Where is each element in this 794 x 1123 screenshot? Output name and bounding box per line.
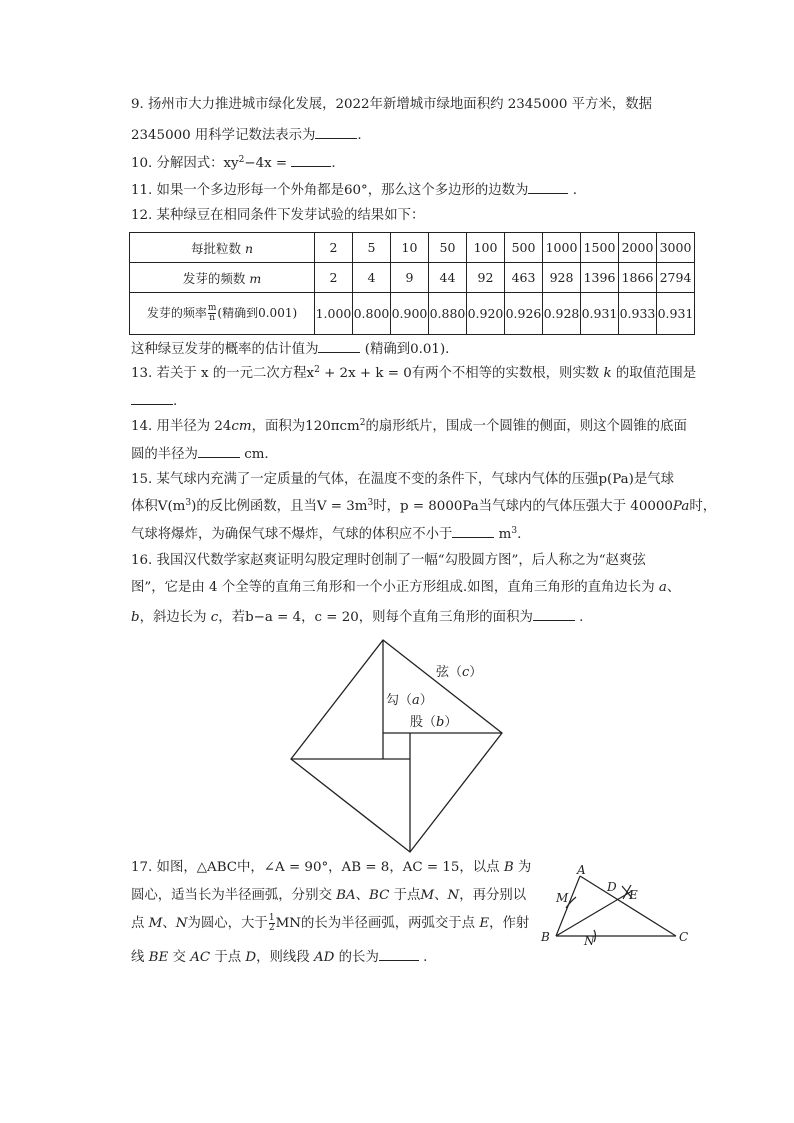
q11-answer-blank[interactable] <box>528 179 568 194</box>
q12-answer-blank[interactable] <box>318 338 360 353</box>
cell-frequency: 0.880 <box>429 293 467 335</box>
q16-line2: 图”，它是由 4 个全等的直角三角形和一个小正方形组成.如图，直角三角形的直角边长为 a、 <box>131 580 681 595</box>
cell-batch: 1500 <box>581 233 619 263</box>
q9-line2: 2345000 用科学记数法表示为 . <box>131 124 362 146</box>
q9-answer-blank[interactable] <box>315 124 357 139</box>
one-half-fraction: $\frac{1}{2}$ <box>268 913 275 933</box>
cell-batch: 500 <box>505 233 543 263</box>
label-b: B <box>541 930 550 944</box>
cell-batch: 3000 <box>657 233 695 263</box>
row-label-frequency: 发芽的频率 $\frac{m}{n}$ (精确到0.001) <box>130 293 315 335</box>
q15-line1: 15. 某气球内充满了一定质量的气体，在温度不变的条件下，气球内气体的压强p(Pa)是气球 <box>131 472 675 487</box>
cell-frequency: 0.800 <box>353 293 391 335</box>
cell-germinated: 1396 <box>581 263 619 293</box>
cell-germinated: 1866 <box>619 263 657 293</box>
cell-germinated: 463 <box>505 263 543 293</box>
q16-line1: 16. 我国汉代数学家赵爽证明勾股定理时创制了一幅“勾股圆方图”，后人称之为“赵爽弦 <box>131 553 646 568</box>
q10-line: 10. 分解因式：$xy^2-4x$ = . <box>131 152 336 174</box>
cell-germinated: 928 <box>543 263 581 293</box>
germination-table <box>129 232 695 335</box>
cell-germinated: 44 <box>429 263 467 293</box>
q17-line1: 17. 如图，△ABC中，∠A = 90°，AB = 8，AC = 15，以点 B 为 <box>131 860 532 875</box>
long-leg-label: 股（b） <box>410 715 458 730</box>
q9-line1: 9. 扬州市大力推进城市绿化发展，2022年新增城市绿地面积约 2345000 平方米，数据 <box>131 97 652 112</box>
table-row-batch <box>130 233 695 263</box>
label-a: A <box>577 863 586 877</box>
label-c: C <box>679 930 689 944</box>
q15-line2: 体积$V(m^3)$的反比例函数，且当$V = 3m^3$时，p = 8000Pa当气球内的气体压强大于 40000Pa时， <box>131 498 717 514</box>
cell-batch: 2000 <box>619 233 657 263</box>
cell-frequency: 0.926 <box>505 293 543 335</box>
q17-line4: 线 BE 交 AC 于点 D，则线段 AD 的长为 . <box>131 946 427 968</box>
q13-answer-blank[interactable] <box>131 390 173 405</box>
cell-batch: 10 <box>391 233 429 263</box>
q16-answer-blank[interactable] <box>533 606 575 621</box>
cell-batch: 1000 <box>543 233 581 263</box>
q13-line1: 13. 若关于 x 的一元二次方程$x^2 + 2x + k = 0$有两个不相等的实数根，则实数 k 的取值范围是 <box>131 365 697 381</box>
cell-batch: 2 <box>315 233 353 263</box>
cell-frequency: 0.931 <box>581 293 619 335</box>
q15-line3: 气球将爆炸，为确保气球不爆炸，气球的体积应不小于 $m^3$. <box>131 523 521 545</box>
cell-frequency: 0.928 <box>543 293 581 335</box>
cell-batch: 50 <box>429 233 467 263</box>
q14-answer-blank[interactable] <box>198 443 240 458</box>
cell-frequency: 0.900 <box>391 293 429 335</box>
q12-after-line: 这种绿豆发芽的概率的估计值为 (精确到0.01). <box>131 338 449 360</box>
row-label-batch: 每批粒数 n <box>130 233 315 263</box>
label-e: E <box>629 888 638 902</box>
row-label-germinated: 发芽的频数 m <box>130 263 315 293</box>
table-row-germinated <box>130 263 695 293</box>
cell-frequency: 0.931 <box>657 293 695 335</box>
q12-line: 12. 某种绿豆在相同条件下发芽试验的结果如下： <box>131 208 425 223</box>
q17-answer-blank[interactable] <box>379 946 419 961</box>
label-d: D <box>607 880 617 894</box>
q15-answer-blank[interactable] <box>452 523 494 538</box>
short-leg-label: 勾（a） <box>386 693 433 708</box>
q14-line2: 圆的半径为 cm. <box>131 443 269 465</box>
cell-germinated: 92 <box>467 263 505 293</box>
cell-germinated: 9 <box>391 263 429 293</box>
cell-frequency: 0.933 <box>619 293 657 335</box>
cell-germinated: 2 <box>315 263 353 293</box>
q17-line3: 点 M、N为圆心，大于 $\frac{1}{2}$ MN的长为半径画弧，两弧交于点 E，作射 <box>131 913 530 933</box>
triangle-abc-figure <box>538 862 698 946</box>
q10-answer-blank[interactable] <box>291 152 331 167</box>
label-m: M <box>556 891 569 905</box>
q17-line2: 圆心，适当长为半径画弧，分别交 BA、BC 于点M、N，再分别以 <box>131 888 527 903</box>
cell-germinated: 4 <box>353 263 391 293</box>
q11-line: 11. 如果一个多边形每一个外角都是60°，那么这个多边形的边数为 . <box>131 179 577 201</box>
q13-line2: . <box>131 390 177 412</box>
cell-frequency: 1.000 <box>315 293 353 335</box>
cell-batch: 100 <box>467 233 505 263</box>
label-n: N <box>584 934 595 946</box>
cell-frequency: 0.920 <box>467 293 505 335</box>
table-row-frequency <box>130 293 695 335</box>
q16-line3: b，斜边长为 c，若b−a = 4，c = 20，则每个直角三角形的面积为 . <box>131 606 583 628</box>
cell-germinated: 2794 <box>657 263 695 293</box>
m-over-n-fraction: $\frac{m}{n}$ <box>207 303 217 323</box>
q14-line1: 14. 用半径为 24cm，面积为120πcm$^2$的扇形纸片，围成一个圆锥的侧面，则这个圆锥的底面 <box>131 418 687 434</box>
zhao-shuang-diagram <box>280 630 520 860</box>
side-ac <box>580 876 676 936</box>
cell-batch: 5 <box>353 233 391 263</box>
hypotenuse-label: 弦（c） <box>436 665 483 680</box>
